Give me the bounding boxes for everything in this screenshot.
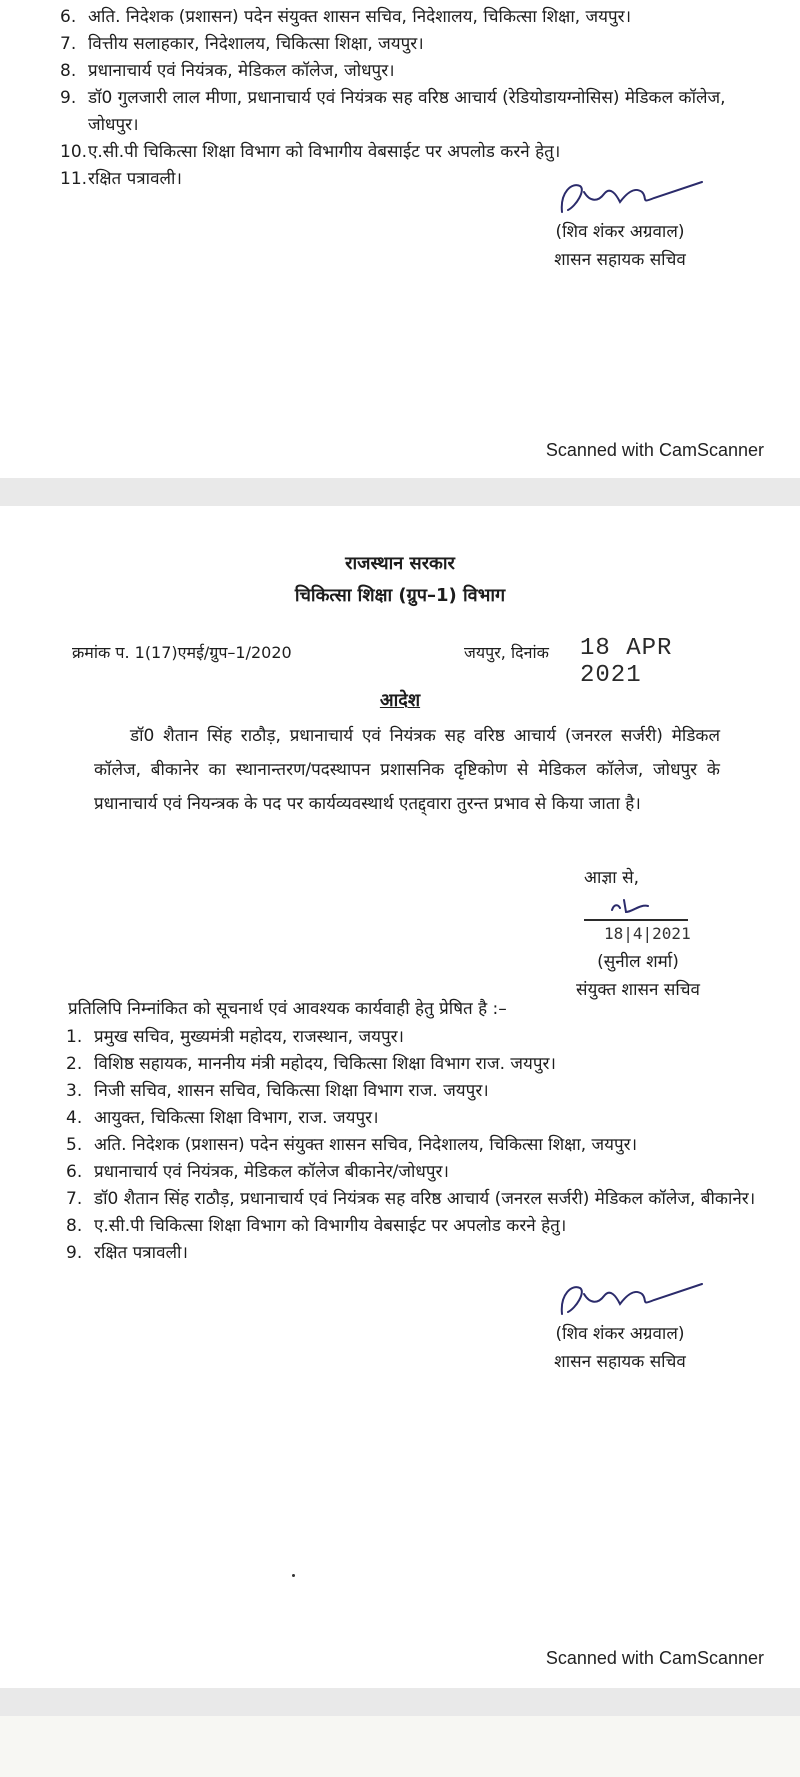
list-item-text: वित्तीय सलाहकार, निदेशालय, चिकित्सा शिक्षा, जयपुर। [88, 34, 424, 54]
signatory-designation: शासन सहायक सचिव [554, 1352, 686, 1372]
list-item-text: ए.सी.पी चिकित्सा शिक्षा विभाग को विभागीय वेबसाईट पर अपलोड करने हेतु। [94, 1216, 567, 1236]
handwritten-signature [520, 172, 720, 218]
signature-block-1 [520, 172, 720, 274]
department-name: चिकित्सा शिक्षा (ग्रुप–1) विभाग [294, 585, 506, 606]
by-order-label: आज्ञा से, [584, 868, 639, 888]
list-item [66, 1105, 756, 1132]
signatory-name: (शिव शंकर अग्रवाल) [555, 1324, 685, 1344]
list-item [60, 4, 750, 31]
list-item-number: 5. [66, 1135, 83, 1155]
list-item-number: 1. [66, 1027, 83, 1047]
list-item-text: डॉ0 शैतान सिंह राठौड़, प्रधानाचार्य एवं नियंत्रक सह वरिष्ठ आचार्य (जनरल सर्जरी) मेडिकल कॉलेज, बीकानेर। [94, 1189, 756, 1209]
list-item [66, 1051, 756, 1078]
signatory-designation: संयुक्त शासन सचिव [576, 980, 700, 1000]
list-item-number: 7. [60, 34, 77, 54]
handwritten-date: 18|4|2021 [604, 924, 691, 943]
list-item-text: ए.सी.पी चिकित्सा शिक्षा विभाग को विभागीय वेबसाईट पर अपलोड करने हेतु। [88, 142, 561, 162]
list-item [66, 1159, 756, 1186]
list-item-text: प्रमुख सचिव, मुख्यमंत्री महोदय, राजस्थान, जयपुर। [94, 1027, 404, 1047]
order-title: आदेश [379, 690, 421, 711]
list-item [60, 85, 750, 139]
copy-list [66, 1024, 756, 1267]
list-item [66, 1132, 756, 1159]
scanned-page-2 [0, 506, 800, 1688]
list-item [60, 31, 750, 58]
list-item [66, 1024, 756, 1051]
list-item-number: 6. [66, 1162, 83, 1182]
copy-list-continued [60, 4, 750, 193]
list-item-text: अति. निदेशक (प्रशासन) पदेन संयुक्त शासन सचिव, निदेशालय, चिकित्सा शिक्षा, जयपुर। [94, 1135, 638, 1155]
place-date-label: जयपुर, दिनांक [464, 643, 549, 662]
list-item-text: रक्षित पत्रावली। [94, 1243, 188, 1263]
list-item-number: 9. [66, 1243, 83, 1263]
handwritten-signature [520, 1274, 720, 1320]
list-item-text: विशिष्ठ सहायक, माननीय मंत्री महोदय, चिकित्सा शिक्षा विभाग राज. जयपुर। [94, 1054, 556, 1074]
signatory-designation: शासन सहायक सचिव [554, 250, 686, 270]
order-signature-block [548, 864, 728, 1004]
list-item-text: आयुक्त, चिकित्सा शिक्षा विभाग, राज. जयपुर। [94, 1108, 379, 1128]
government-name: राजस्थान सरकार [345, 553, 455, 574]
list-item-number: 10. [60, 142, 88, 162]
list-item-text: डॉ0 गुलजारी लाल मीणा, प्रधानाचार्य एवं नियंत्रक सह वरिष्ठ आचार्य (रेडियोडायग्नोसिस) मेडिकल कॉलेज, जोधपुर। [88, 88, 726, 135]
list-item-number: 6. [60, 7, 77, 27]
scanned-page-1 [0, 0, 800, 478]
scan-speck [292, 1574, 295, 1577]
list-item [66, 1240, 756, 1267]
signatory-name: (सुनील शर्मा) [597, 952, 679, 972]
list-item-number: 2. [66, 1054, 83, 1074]
list-item-text: प्रधानाचार्य एवं नियंत्रक, मेडिकल कॉलेज, जोधपुर। [88, 61, 395, 81]
list-item-number: 4. [66, 1108, 83, 1128]
list-item-number: 8. [60, 61, 77, 81]
list-item [60, 139, 750, 166]
list-item-number: 9. [60, 88, 77, 108]
list-item-text: निजी सचिव, शासन सचिव, चिकित्सा शिक्षा विभाग राज. जयपुर। [94, 1081, 489, 1101]
list-item-number: 7. [66, 1189, 83, 1209]
camscanner-watermark: Scanned with CamScanner [545, 1648, 764, 1668]
signature-block-2 [520, 1274, 720, 1376]
list-item [66, 1213, 756, 1240]
copy-intro: प्रतिलिपि निम्नांकित को सूचनार्थ एवं आवश्यक कार्यवाही हेतु प्रेषित है :– [68, 999, 507, 1019]
order-body: डॉ0 शैतान सिंह राठौड़, प्रधानाचार्य एवं नियंत्रक सह वरिष्ठ आचार्य (जनरल सर्जरी) मेडिकल कॉलेज, बीकानेर का स्थानान्तरण/पदस्थापन प्रशासनिक दृष्टिकोण से मेडिकल कॉलेज, जोधपुर के प्रधानाचार्य एवं नियन्त्रक के पद पर कार्यव्यवस्थार्थ एतद्द्वारा तुरन्त प्रभाव से किया जाता है। [94, 726, 720, 814]
list-item-number: 8. [66, 1216, 83, 1236]
list-item [66, 1186, 756, 1213]
camscanner-watermark: Scanned with CamScanner [545, 440, 764, 460]
scanned-page-3-edge [0, 1716, 800, 1777]
date-stamp: 18 APR 2021 [580, 635, 673, 689]
reference-number: क्रमांक प. 1(17)एमई/ग्रुप–1/2020 [72, 643, 292, 662]
list-item-text: प्रधानाचार्य एवं नियंत्रक, मेडिकल कॉलेज बीकानेर/जोधपुर। [94, 1162, 449, 1182]
list-item-text: अति. निदेशक (प्रशासन) पदेन संयुक्त शासन सचिव, निदेशालय, चिकित्सा शिक्षा, जयपुर। [88, 7, 632, 27]
list-item-text: रक्षित पत्रावली। [88, 169, 182, 189]
list-item [66, 1078, 756, 1105]
list-item [60, 58, 750, 85]
list-item-number: 3. [66, 1081, 83, 1101]
list-item-number: 11. [60, 169, 88, 189]
signatory-name: (शिव शंकर अग्रवाल) [555, 222, 685, 242]
